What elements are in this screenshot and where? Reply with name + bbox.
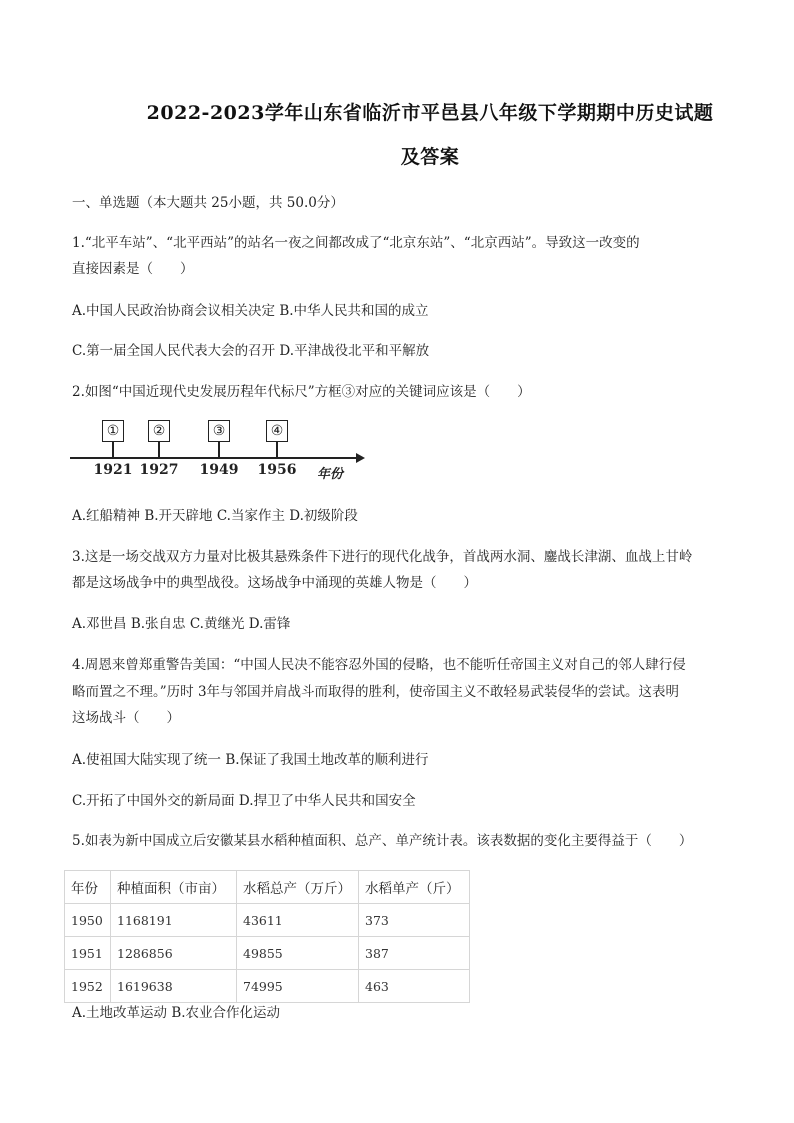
- section-heading: 一、单选题（本大题共 25小题，共 50.0分）: [72, 195, 344, 211]
- timeline-box-2: ②: [148, 420, 170, 442]
- timeline-year-4: 1956: [257, 462, 297, 478]
- table-header-cell: 水稻单产（斤）: [359, 871, 470, 904]
- timeline-arrow-icon: [356, 453, 365, 463]
- table-cell: 1952: [65, 970, 111, 1003]
- timeline-box-3: ③: [208, 420, 230, 442]
- document-title: 2022-2023学年山东省临沂市平邑县八年级下学期期中历史试题: [146, 102, 714, 124]
- q5-stem: 5.如表为新中国成立后安徽某县水稻种植面积、总产、单产统计表。该表数据的变化主要得益于（ ）: [72, 833, 693, 849]
- timeline-year-3: 1949: [199, 462, 239, 478]
- table-cell: 1286856: [111, 937, 237, 970]
- table-row: [65, 937, 470, 970]
- timeline-unit-label: 年份: [317, 467, 344, 482]
- table-row: [65, 904, 470, 937]
- timeline-year-2: 1927: [139, 462, 179, 478]
- q4-stem: 4.周恩来曾郑重警告美国：“中国人民决不能容忍外国的侵略，也不能听任帝国主义对自己的邻人肆行侵: [72, 657, 686, 673]
- table-cell: 43611: [237, 904, 359, 937]
- rice-statistics-table: [64, 870, 470, 1003]
- table-row: [65, 970, 470, 1003]
- timeline-tick: [276, 442, 278, 457]
- q2-options: A.红船精神 B.开天辟地 C.当家作主 D.初级阶段: [72, 508, 358, 524]
- table-header-cell: 年份: [65, 871, 111, 904]
- timeline-year-1: 1921: [93, 462, 133, 478]
- q4-stem-continued: 略而置之不理。”历时 3年与邻国并肩战斗而取得的胜利，使帝国主义不敢轻易武装侵华的尝试。这表明: [72, 684, 680, 700]
- timeline-box-1: ①: [102, 420, 124, 442]
- q4-options-ab: A.使祖国大陆实现了统一 B.保证了我国土地改革的顺利进行: [72, 752, 429, 768]
- q2-stem: 2.如图“中国近现代史发展历程年代标尺”方框③对应的关键词应该是（ ）: [72, 384, 531, 400]
- table-header-cell: 水稻总产（万斤）: [237, 871, 359, 904]
- q1-stem: 1.“北平车站”、“北平西站”的站名一夜之间都改成了“北京东站”、“北京西站”。导致这一改变的: [72, 235, 640, 251]
- q1-stem-continued: 直接因素是（ ）: [72, 261, 194, 277]
- q3-stem: 3.这是一场交战双方力量对比极其悬殊条件下进行的现代化战争，首战两水洞、鏖战长津湖、血战上甘岭: [72, 549, 693, 565]
- table-header-cell: 种植面积（市亩）: [111, 871, 237, 904]
- table-cell: 463: [359, 970, 470, 1003]
- timeline-figure: [70, 420, 370, 480]
- table-cell: 1168191: [111, 904, 237, 937]
- q3-stem-continued: 都是这场战争中的典型战役。这场战争中涌现的英雄人物是（ ）: [72, 575, 477, 591]
- table-cell: 387: [359, 937, 470, 970]
- q1-options-cd: C.第一届全国人民代表大会的召开 D.平津战役北平和平解放: [72, 343, 430, 359]
- q4-options-cd: C.开拓了中国外交的新局面 D.捍卫了中华人民共和国安全: [72, 793, 416, 809]
- timeline-tick: [158, 442, 160, 457]
- table-header-row: [65, 871, 470, 904]
- table-cell: 1950: [65, 904, 111, 937]
- q5-options-ab: A.土地改革运动 B.农业合作化运动: [72, 1005, 281, 1021]
- q1-options-ab: A.中国人民政治协商会议相关决定 B.中华人民共和国的成立: [72, 303, 429, 319]
- q3-options: A.邓世昌 B.张自忠 C.黄继光 D.雷锋: [72, 616, 291, 632]
- timeline-tick: [218, 442, 220, 457]
- timeline-axis: [70, 457, 360, 459]
- timeline-box-4: ④: [266, 420, 288, 442]
- timeline-tick: [112, 442, 114, 457]
- table-cell: 1951: [65, 937, 111, 970]
- table-cell: 49855: [237, 937, 359, 970]
- document-title-continued: 及答案: [400, 146, 460, 168]
- table-cell: 373: [359, 904, 470, 937]
- table-cell: 1619638: [111, 970, 237, 1003]
- q4-stem-end: 这场战斗（ ）: [72, 710, 180, 726]
- table-cell: 74995: [237, 970, 359, 1003]
